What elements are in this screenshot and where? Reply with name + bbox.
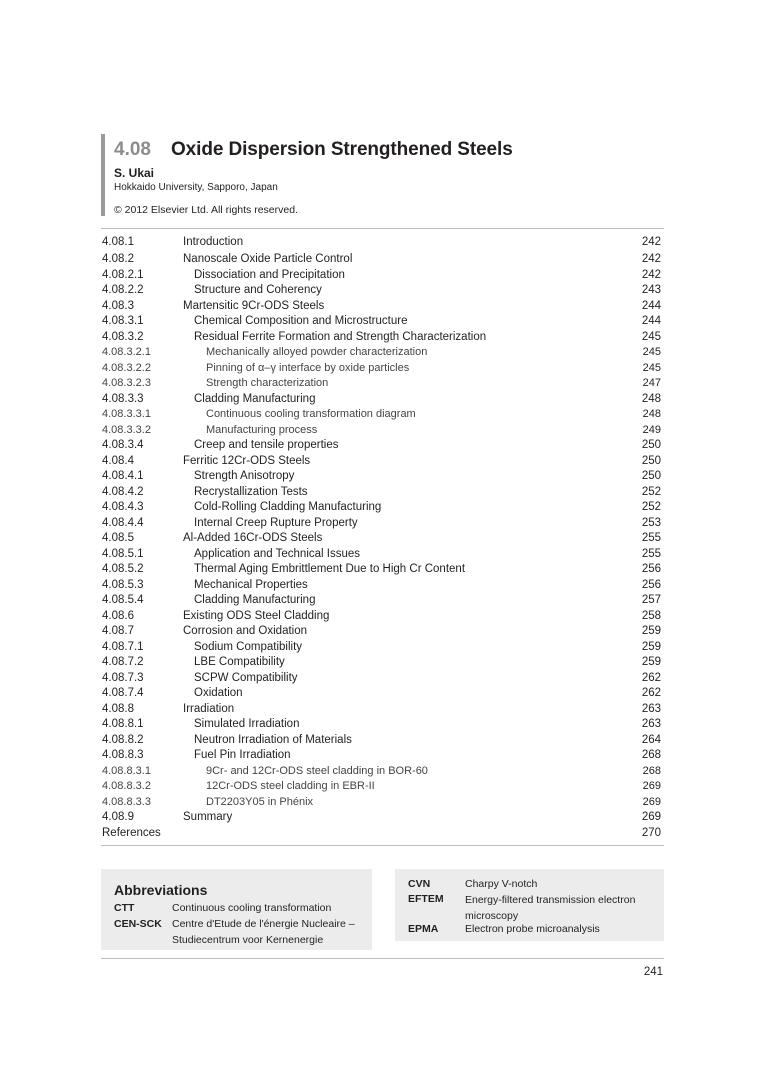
abbreviation-term: EPMA (408, 923, 439, 935)
toc-entry-page: 259 (641, 625, 661, 637)
toc-entry-title: Corrosion and Oxidation (183, 625, 308, 637)
toc-entry-number: 4.08.4 (102, 454, 134, 467)
toc-entry-title: Internal Creep Rupture Property (194, 516, 358, 529)
toc-entry-page: 262 (641, 671, 661, 684)
toc-entry[interactable] (102, 516, 662, 532)
toc-entry-title: Neutron Irradiation of Materials (194, 733, 352, 746)
toc-entry-title: Continuous cooling transformation diagram (206, 408, 416, 420)
toc-entry-page: 249 (642, 423, 661, 436)
toc-entry-page: 243 (641, 284, 661, 296)
abbreviation-term: EFTEM (408, 893, 444, 905)
toc-entry-page: 248 (641, 392, 661, 405)
toc-entry[interactable] (102, 392, 662, 408)
toc-entry-number: 4.08.5.1 (102, 547, 144, 560)
abbreviation-term: CEN-SCK (114, 918, 162, 930)
toc-entry-title: Mechanical Properties (194, 578, 308, 591)
toc-entry-number: 4.08.3.2.3 (102, 377, 151, 389)
toc-entry-number: 4.08.8.3.1 (102, 764, 151, 777)
toc-entry-page: 244 (641, 315, 661, 327)
toc-entry-title: Irradiation (183, 702, 235, 715)
header-accent-bar (101, 134, 105, 216)
toc-entry-page: 252 (641, 485, 661, 498)
toc-entry-number: 4.08.8.3 (102, 749, 144, 761)
toc-entry-number: 4.08.5 (102, 532, 134, 544)
abbreviation-definition: Electron probe microanalysis (465, 923, 600, 935)
toc-entry-page: 255 (641, 532, 661, 544)
abbreviation-definition-continued: Studiecentrum voor Kernenergie (172, 934, 324, 946)
toc-entry-page: 258 (641, 609, 661, 622)
toc-entry[interactable] (102, 299, 662, 315)
toc-entry-number: 4.08.8 (102, 702, 134, 715)
toc-entry[interactable] (102, 609, 662, 625)
chapter-number: 4.08 (114, 139, 151, 160)
toc-entry-page: 242 (641, 268, 661, 281)
toc-entry[interactable] (102, 345, 662, 361)
toc-entry-number: 4.08.6 (102, 609, 134, 622)
chapter-title: Oxide Dispersion Strengthened Steels (171, 139, 513, 160)
toc-entry-number: 4.08.3.2.1 (102, 346, 151, 358)
abbreviation-definition: Continuous cooling transformation (172, 902, 332, 914)
toc-entry-title: Sodium Compatibility (194, 640, 303, 653)
toc-entry-title: Simulated Irradiation (194, 718, 300, 730)
toc-entry-page: 247 (642, 377, 661, 389)
toc-entry-number: 4.08.2.1 (102, 268, 144, 281)
toc-entry[interactable] (102, 562, 662, 578)
toc-entry-number: 4.08.1 (102, 236, 134, 248)
toc-entry-number: 4.08.4.1 (102, 470, 144, 482)
author: S. Ukai (114, 166, 155, 180)
toc-entry-page: 255 (641, 547, 661, 560)
toc-entry-page: 263 (641, 718, 661, 730)
toc-entry-page: 250 (641, 439, 661, 451)
toc-entry-number: 4.08.3.3 (102, 392, 144, 405)
toc-entry-title: Pinning of α–γ interface by oxide particles (206, 361, 410, 374)
abbreviation-definition: Centre d'Etude de l'énergie Nucleaire – (172, 918, 355, 930)
toc-entry-title: Nanoscale Oxide Particle Control (183, 253, 353, 265)
abbreviation-term: CVN (408, 878, 431, 890)
toc-entry-page: 242 (641, 253, 661, 265)
toc-entry[interactable] (102, 268, 662, 284)
toc-entry[interactable] (102, 438, 662, 454)
toc-entry-page: 259 (641, 656, 661, 668)
toc-entry[interactable] (102, 624, 662, 640)
toc-entry-number: 4.08.8.2 (102, 733, 144, 746)
footer-rule (101, 958, 664, 959)
toc-entry-page: 253 (641, 516, 661, 529)
toc-entry[interactable] (102, 314, 662, 330)
toc-entry-title: Strength characterization (206, 377, 329, 389)
abbreviation-definition: Energy-filtered transmission electron (465, 894, 636, 906)
toc-entry-page: 270 (641, 826, 661, 839)
toc-entry[interactable] (102, 252, 662, 268)
toc-entry-title: Application and Technical Issues (194, 547, 361, 560)
toc-entry[interactable] (102, 283, 662, 299)
toc-entry[interactable] (102, 578, 662, 594)
toc-entry-title: LBE Compatibility (194, 656, 285, 668)
toc-entry-title: DT2203Y05 in Phénix (206, 795, 314, 808)
toc-entry-title: Strength Anisotropy (194, 470, 295, 482)
toc-entry-number: 4.08.2.2 (102, 284, 144, 296)
table-of-contents (102, 235, 662, 841)
toc-entry[interactable] (102, 407, 662, 423)
toc-entry[interactable] (102, 748, 662, 764)
toc-entry-title: Residual Ferrite Formation and Strength Characterization (194, 330, 487, 343)
toc-entry[interactable] (102, 733, 662, 749)
toc-entry-number: 4.08.7.3 (102, 671, 144, 684)
toc-entry-title: Al-Added 16Cr-ODS Steels (183, 532, 323, 544)
toc-entry[interactable] (102, 361, 662, 377)
toc-entry-page: 256 (641, 578, 661, 591)
toc-entry-number: 4.08.2 (102, 253, 134, 265)
toc-entry[interactable] (102, 795, 662, 811)
toc-entry-title: Oxidation (194, 687, 243, 699)
toc-entry-page: 257 (641, 594, 661, 606)
toc-entry-number: 4.08.7.1 (102, 640, 144, 653)
toc-entry-title: Cladding Manufacturing (194, 594, 316, 606)
toc-entry[interactable] (102, 531, 662, 547)
toc-entry-title: Manufacturing process (206, 423, 318, 436)
toc-entry-number: 4.08.7.2 (102, 656, 144, 668)
toc-entry-page: 250 (641, 454, 661, 467)
toc-entry-title: Fuel Pin Irradiation (194, 749, 291, 761)
toc-entry-page: 256 (641, 563, 661, 575)
toc-entry-title: 9Cr- and 12Cr-ODS steel cladding in BOR-60 (206, 764, 428, 777)
toc-entry[interactable] (102, 485, 662, 501)
toc-entry-number: 4.08.5.2 (102, 563, 144, 575)
abbreviations-box-right (395, 869, 664, 941)
toc-entry-title: Ferritic 12Cr-ODS Steels (183, 454, 311, 467)
toc-entry[interactable] (102, 376, 662, 392)
toc-entry-number: 4.08.5.3 (102, 578, 144, 591)
toc-entry[interactable] (102, 454, 662, 470)
abbreviations-box-left (101, 869, 372, 950)
toc-entry-page: 245 (642, 346, 661, 358)
copyright: © 2012 Elsevier Ltd. All rights reserved. (114, 204, 298, 216)
toc-entry-number: 4.08.9 (102, 811, 134, 823)
toc-entry-number: 4.08.4.2 (102, 485, 144, 498)
toc-entry-number: 4.08.7 (102, 625, 134, 637)
toc-entry[interactable] (102, 717, 662, 733)
toc-top-rule (101, 228, 664, 229)
abbreviation-definition-continued: microscopy (465, 910, 519, 922)
toc-entry-title: Cladding Manufacturing (194, 392, 316, 405)
toc-entry[interactable] (102, 330, 662, 346)
toc-entry-number: 4.08.3.4 (102, 439, 144, 451)
toc-entry-number: 4.08.3.3.1 (102, 408, 151, 420)
toc-entry-title: SCPW Compatibility (194, 671, 298, 684)
toc-entry-number: 4.08.3.1 (102, 315, 144, 327)
toc-entry-title: Existing ODS Steel Cladding (183, 609, 330, 622)
toc-entry-page: 269 (641, 811, 661, 823)
toc-entry-number: 4.08.4.3 (102, 501, 144, 513)
page-number: 241 (643, 966, 663, 978)
toc-entry-title: Creep and tensile properties (194, 439, 339, 451)
toc-entry-page: 269 (642, 780, 661, 792)
toc-entry-number: 4.08.5.4 (102, 594, 144, 606)
toc-entry-number: 4.08.3.2 (102, 330, 144, 343)
toc-entry-page: 262 (641, 687, 661, 699)
toc-entry-number: 4.08.7.4 (102, 687, 144, 699)
toc-entry[interactable] (102, 779, 662, 795)
toc-entry-page: 242 (641, 236, 661, 248)
toc-entry-page: 244 (641, 299, 661, 312)
toc-entry-title: Thermal Aging Embrittlement Due to High Cr Content (194, 563, 466, 575)
toc-entry[interactable] (102, 655, 662, 671)
toc-entry[interactable] (102, 423, 662, 439)
toc-entry-page: 268 (641, 749, 661, 761)
toc-entry-number: 4.08.3.2.2 (102, 361, 151, 374)
toc-entry-title: Dissociation and Precipitation (194, 268, 345, 281)
toc-entry-title: Summary (183, 811, 233, 823)
toc-entry-number: References (102, 826, 161, 839)
toc-entry[interactable] (102, 469, 662, 485)
abbreviation-term: CTT (114, 902, 135, 914)
toc-entry-page: 259 (641, 640, 661, 653)
toc-entry-title: Structure and Coherency (194, 284, 322, 296)
toc-entry-title: Chemical Composition and Microstructure (194, 315, 408, 327)
toc-entry-page: 248 (642, 408, 661, 420)
toc-entry-page: 250 (641, 470, 661, 482)
toc-entry-page: 245 (642, 361, 661, 374)
toc-entry-number: 4.08.8.1 (102, 718, 144, 730)
toc-entry-title: Introduction (183, 236, 244, 248)
toc-entry-page: 264 (641, 733, 661, 746)
toc-entry[interactable] (102, 235, 662, 252)
toc-entry-number: 4.08.3.3.2 (102, 423, 151, 436)
toc-entry-page: 268 (642, 764, 661, 777)
abbreviations-heading: Abbreviations (114, 882, 208, 898)
toc-entry-page: 269 (642, 795, 661, 808)
toc-entry-page: 263 (641, 702, 661, 715)
toc-entry-title: Cold-Rolling Cladding Manufacturing (194, 501, 382, 513)
toc-entry[interactable] (102, 500, 662, 516)
affiliation: Hokkaido University, Sapporo, Japan (114, 182, 278, 193)
toc-entry-number: 4.08.8.3.2 (102, 780, 151, 792)
toc-entry-title: 12Cr-ODS steel cladding in EBR-II (206, 780, 375, 792)
toc-entry[interactable] (102, 547, 662, 563)
toc-entry-page: 252 (641, 501, 661, 513)
toc-entry[interactable] (102, 640, 662, 656)
toc-entry-number: 4.08.3 (102, 299, 134, 312)
toc-entry-title: Recrystallization Tests (194, 485, 308, 498)
toc-entry[interactable] (102, 593, 662, 609)
toc-entry-title: Martensitic 9Cr-ODS Steels (183, 299, 325, 312)
toc-entry[interactable] (102, 686, 662, 702)
toc-entry[interactable] (102, 810, 662, 826)
toc-bottom-rule (101, 845, 664, 846)
toc-entry-number: 4.08.8.3.3 (102, 795, 151, 808)
abbreviation-definition: Charpy V-notch (465, 878, 538, 890)
toc-entry[interactable] (102, 764, 662, 780)
toc-entry-title: Mechanically alloyed powder characterization (206, 346, 428, 358)
toc-entry-number: 4.08.4.4 (102, 516, 144, 529)
toc-entry[interactable] (102, 826, 662, 842)
toc-entry-page: 245 (641, 330, 661, 343)
toc-entry[interactable] (102, 671, 662, 687)
toc-entry[interactable] (102, 702, 662, 718)
